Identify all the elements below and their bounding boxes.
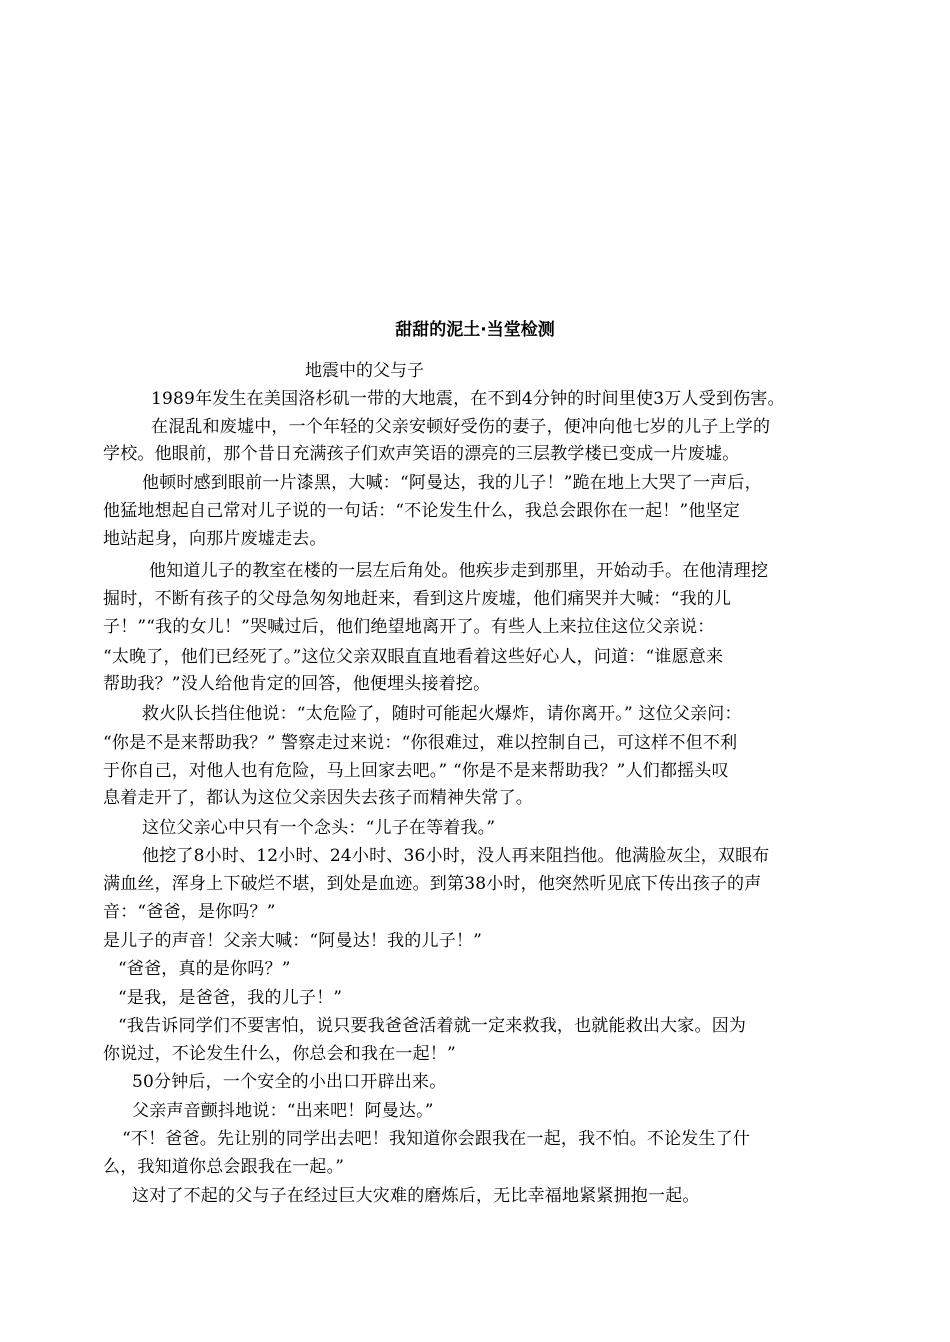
paragraph-line: “你是不是来帮助我？” 警察走过来说：“你很难过，难以控制自己，可这样不但不利 [103, 733, 738, 753]
paragraph-line: 救火队长挡住他说：“太危险了，随时可能起火爆炸，请你离开。” 这位父亲问： [142, 704, 742, 724]
paragraph-line: 他挖了8小时、12小时、24小时、36小时，没人再来阻挡他。他满脸灰尘，双眼布 [142, 846, 770, 866]
paragraph-line: 子！”“我的女儿！”哭喊过后，他们绝望地离开了。有些人上来拉住这位父亲说： [103, 617, 715, 637]
paragraph-line: 1989年发生在美国洛杉矶一带的大地震，在不到4分钟的时间里使3万人受到伤害。 [151, 389, 785, 409]
paragraph-line: 帮助我？”没人给他肯定的回答，他便埋头接着挖。 [103, 674, 491, 694]
paragraph-line: “不！爸爸。先让别的同学出去吧！我知道你会跟我在一起，我不怕。不论发生了什 [122, 1129, 751, 1149]
paragraph-line: 满血丝，浑身上下破烂不堪，到处是血迹。到第38小时，他突然听见底下传出孩子的声 [103, 874, 762, 894]
paragraph-line: 你说过，不论发生什么，你总会和我在一起！” [103, 1044, 456, 1064]
paragraph-line: 地站起身，向那片废墟走去。 [103, 529, 327, 549]
paragraph-line: 这位父亲心中只有一个念头：“儿子在等着我。” [142, 818, 496, 838]
paragraph-line: 他知道儿子的教室在楼的一层左后角处。他疾步走到那里，开始动手。在他清理挖 [149, 561, 769, 581]
paragraph-line: “爸爸，真的是你吗？” [118, 959, 291, 979]
paragraph-line: 父亲声音颤抖地说：“出来吧！阿曼达。” [132, 1101, 434, 1121]
paragraph-line: 学校。他眼前，那个昔日充满孩子们欢声笑语的漂亮的三层教学楼已变成一片废墟。 [103, 444, 740, 464]
paragraph-line: 于你自己，对他人也有危险，马上回家去吧。” “你是不是来帮助我？”人们都摇头叹 [103, 761, 729, 781]
article-title: 地震中的父与子 [305, 361, 424, 381]
paragraph-line: 他猛地想起自己常对儿子说的一句话：“不论发生什么，我总会跟你在一起！”他坚定 [103, 501, 740, 521]
paragraph-line: “是我，是爸爸，我的儿子！” [118, 988, 343, 1008]
paragraph-line: “太晚了，他们已经死了。”这位父亲双眼直直地看着这些好心人，问道：“谁愿意来 [103, 647, 724, 667]
paragraph-line: 是儿子的声音！父亲大喊：“阿曼达！我的儿子！” [103, 931, 482, 951]
paragraph-line: 在混乱和废墟中，一个年轻的父亲安顿好受伤的妻子，便冲向他七岁的儿子上学的 [151, 417, 771, 437]
paragraph-line: “我告诉同学们不要害怕，说只要我爸爸活着就一定来救我，也就能救出大家。因为 [118, 1016, 747, 1036]
paragraph-line: 音：“爸爸，是你吗？” [103, 902, 276, 922]
paragraph-line: 他顿时感到眼前一片漆黑，大喊：“阿曼达，我的儿子！”跪在地上大哭了一声后， [142, 473, 762, 493]
paragraph-line: 息着走开了，都认为这位父亲因失去孩子而精神失常了。 [103, 788, 533, 808]
paragraph-line: 50分钟后，一个安全的小出口开辟出来。 [132, 1072, 447, 1092]
paragraph-line: 这对了不起的父与子在经过巨大灾难的磨炼后，无比幸福地紧紧拥抱一起。 [132, 1186, 700, 1206]
paragraph-line: 么，我知道你总会跟我在一起。” [103, 1157, 345, 1177]
document-title: 甜甜的泥土·当堂检测 [395, 320, 555, 340]
paragraph-line: 掘时，不断有孩子的父母急匆匆地赶来，看到这片废墟，他们痛哭并大喊：“我的儿 [103, 589, 732, 609]
